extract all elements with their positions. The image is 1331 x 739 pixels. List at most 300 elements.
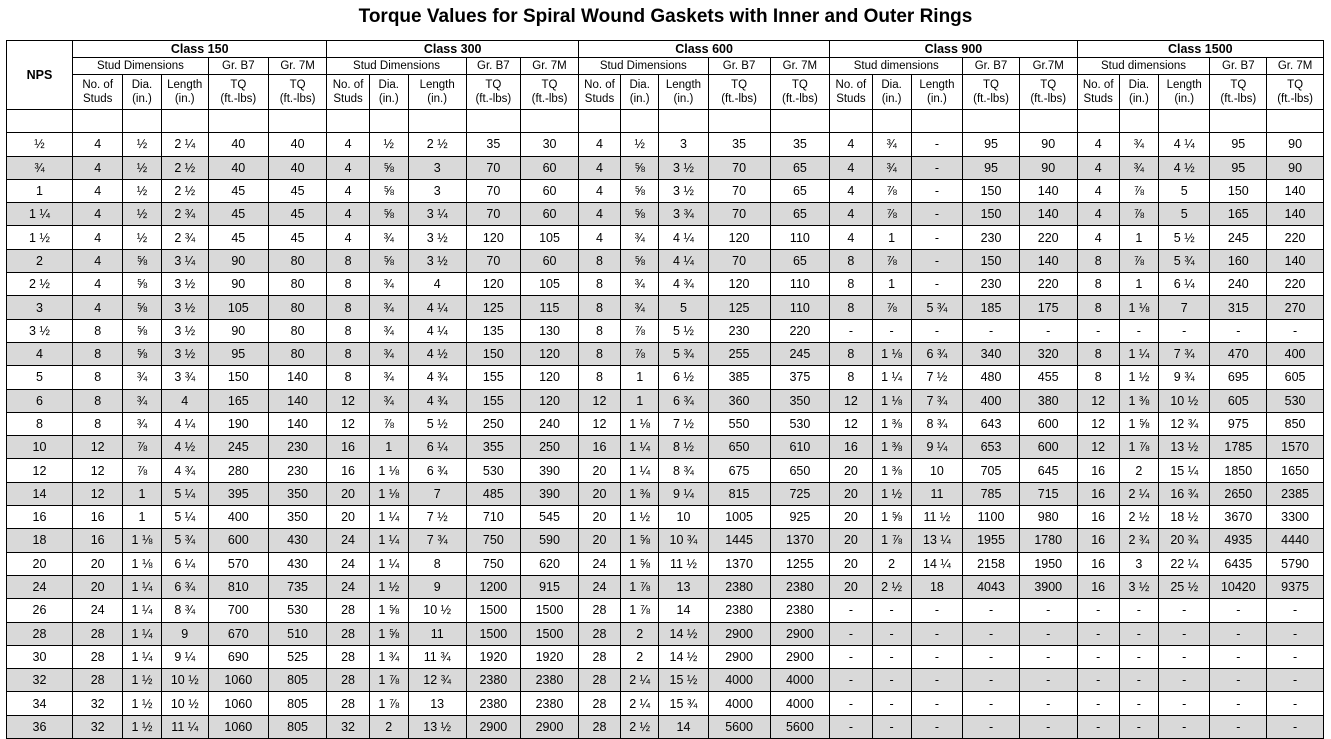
table-cell: 1 [1119,226,1158,249]
table-cell: 6 ¾ [161,575,208,598]
tq-b7-header-line2: (ft.-lbs) [220,93,257,105]
table-cell: 645 [1019,459,1077,482]
gap-cell [911,110,963,133]
table-cell: 3 ½ [161,273,208,296]
table-cell: 530 [268,599,327,622]
length-header-line1: Length [665,79,702,91]
table-cell: 320 [1019,342,1077,365]
header-gap-row [7,110,1324,133]
table-cell: 4 [327,203,369,226]
table-cell: 6 ¼ [161,552,208,575]
table-cell: 120 [466,226,521,249]
studs-header-line2: Studs [584,93,615,105]
table-cell: 395 [208,482,268,505]
table-cell: 9 ¾ [1158,366,1210,389]
table-cell: 130 [521,319,579,342]
nps-cell: 8 [7,412,73,435]
table-cell: - [872,645,911,668]
studs-header [578,75,620,110]
table-cell: 4 [72,179,122,202]
table-cell: 80 [268,273,327,296]
table-cell: ⅝ [123,273,161,296]
table-cell: ⅝ [123,342,161,365]
nps-cell: 1 [7,179,73,202]
table-cell: 28 [72,622,122,645]
table-cell: 610 [770,436,830,459]
table-cell: 1650 [1267,459,1324,482]
table-cell: - [1158,715,1210,738]
table-cell: 16 [1077,459,1119,482]
table-cell: 3 ½ [161,342,208,365]
gap-cell [1210,110,1267,133]
table-cell: 3 ¼ [161,249,208,272]
table-cell: 250 [466,412,521,435]
table-body [7,110,1324,739]
table-cell: 125 [708,296,770,319]
table-cell: 110 [770,273,830,296]
table-cell: 7 ¾ [408,529,466,552]
tq-7m-header-line1: TQ [1040,79,1057,91]
table-cell: 1 ⅜ [872,436,911,459]
table-cell: 120 [521,366,579,389]
table-cell: 32 [72,715,122,738]
table-cell: 1 ½ [123,692,161,715]
table-cell: ¾ [369,296,408,319]
table-cell: 3 [1119,552,1158,575]
table-cell: 600 [1019,412,1077,435]
tq-7m-header-line2: (ft.-lbs) [1277,93,1313,105]
table-cell: 4 ¾ [659,273,708,296]
gap-cell [369,110,408,133]
table-cell: 12 [1077,389,1119,412]
table-cell: 2 ½ [161,179,208,202]
table-cell: 14 [659,715,708,738]
table-cell: 1060 [208,715,268,738]
table-cell: - [1158,669,1210,692]
table-cell: 13 ¼ [911,529,963,552]
table-cell: 8 [327,296,369,319]
table-cell: 12 ¾ [408,669,466,692]
table-row [7,389,1324,412]
table-cell: 28 [72,645,122,668]
gap-cell [72,110,122,133]
table-cell: ¾ [621,226,659,249]
table-cell: - [911,645,963,668]
table-cell: 1500 [466,599,521,622]
table-cell: 11 [911,482,963,505]
table-cell: 60 [521,179,579,202]
table-cell: 3 ½ [408,226,466,249]
table-cell: 28 [578,715,620,738]
table-cell: ½ [621,133,659,156]
table-cell: 9 ¼ [911,436,963,459]
table-cell: 750 [466,529,521,552]
gap-cell [578,110,620,133]
table-cell: 28 [327,669,369,692]
table-cell: 7 ½ [659,412,708,435]
table-row [7,506,1324,529]
table-cell: 375 [770,366,830,389]
table-cell: - [872,319,911,342]
table-cell: 20 [578,459,620,482]
table-cell: 8 ½ [659,436,708,459]
table-cell: 8 [72,342,122,365]
table-cell: 230 [708,319,770,342]
table-cell: ¾ [123,412,161,435]
tq-7m-header-line2: (ft.-lbs) [1030,93,1067,105]
dia-header-line2: (in.) [881,93,902,105]
table-cell: 4 [72,273,122,296]
nps-cell: 30 [7,645,73,668]
table-cell: 1920 [521,645,579,668]
table-cell: 90 [208,273,268,296]
table-cell: 4 ¾ [408,366,466,389]
gap-cell [7,110,73,133]
table-cell: 1 ⅜ [872,412,911,435]
table-cell: 45 [268,179,327,202]
studs-header [327,75,369,110]
table-cell: 6 ¾ [911,342,963,365]
table-cell: 40 [268,133,327,156]
table-cell: 1 ½ [621,506,659,529]
table-cell: 175 [1019,296,1077,319]
table-cell: 8 [72,412,122,435]
table-cell: 8 [327,366,369,389]
table-cell: 140 [1019,203,1077,226]
nps-cell: 24 [7,575,73,598]
table-cell: 245 [208,436,268,459]
tq-b7-header [466,75,521,110]
table-cell: 40 [208,156,268,179]
dia-header [123,75,161,110]
table-cell: 715 [1019,482,1077,505]
studs-header-line2: Studs [333,93,363,105]
studs-header-line1: No. of [1082,79,1114,91]
table-cell: 12 [1077,436,1119,459]
table-cell: 1 ¼ [369,552,408,575]
gap-cell [770,110,830,133]
table-cell: - [1267,319,1324,342]
table-cell: 4 ½ [161,436,208,459]
length-header [408,75,466,110]
table-cell: 470 [1210,342,1267,365]
table-cell: 16 ¾ [1158,482,1210,505]
stud-dimensions-header: Stud dimensions [1077,58,1210,75]
gap-cell [1267,110,1324,133]
table-cell: 45 [208,203,268,226]
table-cell: 6 ¾ [659,389,708,412]
grade-b7-header: Gr. B7 [1210,58,1267,75]
table-cell: ⅞ [872,203,911,226]
table-cell: - [911,622,963,645]
table-cell: - [872,715,911,738]
table-cell: 35 [466,133,521,156]
dia-header-line2: (in.) [132,93,152,105]
table-cell: - [1158,692,1210,715]
table-cell: 605 [1210,389,1267,412]
table-cell: 10 ½ [161,669,208,692]
table-cell: 4 [72,203,122,226]
table-cell: 12 [578,412,620,435]
table-cell: 10 [911,459,963,482]
table-cell: 150 [1210,179,1267,202]
table-cell: 24 [578,552,620,575]
table-cell: - [1019,669,1077,692]
table-cell: 28 [327,622,369,645]
table-cell: 915 [521,575,579,598]
table-cell: 6 ¾ [408,459,466,482]
table-cell: 1 ⅛ [1119,296,1158,319]
table-cell: 6 ¼ [408,436,466,459]
table-cell: - [963,715,1020,738]
table-cell: 3670 [1210,506,1267,529]
table-cell: 6 ½ [659,366,708,389]
table-cell: - [1019,715,1077,738]
table-cell: - [830,599,872,622]
table-cell: 35 [708,133,770,156]
table-row [7,669,1324,692]
table-cell: ⅝ [369,156,408,179]
table-cell: ½ [123,133,161,156]
table-cell: 2 [872,552,911,575]
table-cell: 8 [578,249,620,272]
table-cell: 350 [770,389,830,412]
table-cell: 4 [830,226,872,249]
table-cell: 14 ½ [659,645,708,668]
table-cell: 1 ⅛ [872,389,911,412]
nps-cell: 3 [7,296,73,319]
tq-7m-header [268,75,327,110]
table-cell: - [1077,715,1119,738]
table-cell: 220 [1019,226,1077,249]
table-row [7,482,1324,505]
table-cell: 120 [466,273,521,296]
table-cell: 4000 [770,669,830,692]
table-cell: 9 [408,575,466,598]
table-cell: 65 [770,249,830,272]
table-cell: 70 [708,156,770,179]
studs-header [1077,75,1119,110]
table-cell: 1005 [708,506,770,529]
table-cell: 525 [268,645,327,668]
table-cell: 11 ½ [659,552,708,575]
table-cell: 4 [578,226,620,249]
table-cell: 70 [708,179,770,202]
tq-b7-header [963,75,1020,110]
table-cell: 8 ¾ [161,599,208,622]
table-cell: - [1267,622,1324,645]
table-cell: 1 ⅝ [369,622,408,645]
table-cell: 4000 [770,692,830,715]
table-cell: 360 [708,389,770,412]
table-cell: 20 [72,575,122,598]
table-cell: 1 ⅝ [369,599,408,622]
studs-header-line2: Studs [836,93,866,105]
table-cell: 975 [1210,412,1267,435]
table-cell: 1 ¾ [369,645,408,668]
table-cell: 220 [1267,273,1324,296]
table-cell: 850 [1267,412,1324,435]
table-cell: 40 [268,156,327,179]
table-cell: 670 [208,622,268,645]
table-cell: 12 ¾ [1158,412,1210,435]
table-cell: 8 [72,319,122,342]
table-cell: 590 [521,529,579,552]
table-cell: - [1158,645,1210,668]
tq-7m-header-line1: TQ [1287,79,1304,91]
gap-cell [521,110,579,133]
table-cell: 4 [1077,179,1119,202]
table-cell: 925 [770,506,830,529]
nps-cell: 34 [7,692,73,715]
table-cell: 8 [578,342,620,365]
tq-b7-header-line2: (ft.-lbs) [1220,93,1257,105]
table-cell: 8 [72,366,122,389]
table-cell: 230 [268,459,327,482]
length-header-line1: Length [919,79,955,91]
table-cell: 13 [659,575,708,598]
table-cell: - [963,622,1020,645]
table-cell: 230 [963,226,1020,249]
table-cell: 3 [659,133,708,156]
table-cell: - [1158,622,1210,645]
table-cell: ⅞ [1119,249,1158,272]
table-cell: 2380 [521,669,579,692]
table-cell: 2 ¼ [161,133,208,156]
length-header-line1: Length [167,79,203,91]
table-cell: 32 [327,715,369,738]
table-cell: 20 ¾ [1158,529,1210,552]
table-cell: 1 ⅛ [369,459,408,482]
table-cell: ⅝ [123,249,161,272]
dia-header [1119,75,1158,110]
table-cell: ¾ [1119,133,1158,156]
grade-7m-header: Gr. 7M [770,58,830,75]
table-row [7,575,1324,598]
table-cell: 5 ¾ [911,296,963,319]
table-cell: 4 [72,296,122,319]
table-cell: 530 [466,459,521,482]
table-cell: 2380 [708,575,770,598]
table-cell: 16 [72,506,122,529]
table-cell: 4 ¼ [161,412,208,435]
table-cell: 95 [1210,133,1267,156]
table-cell: 4 [327,179,369,202]
table-row [7,156,1324,179]
table-row [7,179,1324,202]
table-cell: 12 [72,459,122,482]
table-cell: 1 ⅜ [1119,389,1158,412]
table-cell: 810 [208,575,268,598]
table-cell: 340 [963,342,1020,365]
table-cell: 2 ¾ [161,203,208,226]
table-cell: 1 ¼ [123,645,161,668]
studs-header-line2: Studs [1083,93,1113,105]
table-cell: 65 [770,179,830,202]
table-cell: 8 [1077,366,1119,389]
table-cell: 13 ½ [408,715,466,738]
table-cell: - [830,319,872,342]
table-cell: 3 ½ [1119,575,1158,598]
table-cell: - [911,179,963,202]
table-cell: 3 [408,156,466,179]
table-cell: - [1019,692,1077,715]
table-cell: 480 [963,366,1020,389]
table-cell: 65 [770,203,830,226]
table-cell: 13 ½ [1158,436,1210,459]
table-cell: 1 ¼ [123,575,161,598]
studs-header-line1: No. of [835,79,867,91]
table-cell: ½ [123,203,161,226]
table-cell: - [1210,715,1267,738]
table-cell: ¾ [369,389,408,412]
table-cell: 10 ¾ [659,529,708,552]
table-cell: 5 ½ [408,412,466,435]
table-cell: - [1077,622,1119,645]
nps-cell: ¾ [7,156,73,179]
table-cell: - [1119,669,1158,692]
table-cell: 1060 [208,669,268,692]
table-cell: - [1210,319,1267,342]
table-cell: 1850 [1210,459,1267,482]
table-cell: - [1019,319,1077,342]
table-cell: ¾ [1119,156,1158,179]
table-cell: 1 ¼ [123,599,161,622]
gap-cell [1119,110,1158,133]
page-title: Torque Values for Spiral Wound Gaskets with Inner and Outer Rings [358,6,973,27]
table-cell: 2 ¼ [621,669,659,692]
class-header: Class 150 [72,41,327,58]
table-cell: 385 [708,366,770,389]
table-cell: 12 [327,412,369,435]
table-cell: ⅞ [872,249,911,272]
grade-b7-header: Gr. B7 [963,58,1020,75]
table-row [7,366,1324,389]
nps-cell: 32 [7,669,73,692]
grade-7m-header: Gr. 7M [268,58,327,75]
table-cell: 230 [268,436,327,459]
table-cell: 15 ¾ [659,692,708,715]
table-cell: 805 [268,669,327,692]
table-row [7,692,1324,715]
grade-7m-header: Gr. 7M [1267,58,1324,75]
stud-dimensions-header: Stud Dimensions [578,58,708,75]
table-cell: 4 [578,156,620,179]
table-cell: - [1210,622,1267,645]
table-cell: 5 ¾ [161,529,208,552]
table-cell: 3 ½ [659,179,708,202]
class-header: Class 1500 [1077,41,1323,58]
table-cell: ⅞ [123,436,161,459]
table-cell: 1570 [1267,436,1324,459]
table-cell: 5 ½ [1158,226,1210,249]
table-cell: 11 ¾ [408,645,466,668]
table-row [7,412,1324,435]
table-row [7,133,1324,156]
table-cell: 3 ¼ [408,203,466,226]
table-cell: 2 ½ [872,575,911,598]
table-cell: 620 [521,552,579,575]
nps-header: NPS [7,41,73,110]
table-cell: ¾ [872,156,911,179]
table-cell: 10 [659,506,708,529]
length-header-line1: Length [1166,79,1202,91]
table-cell: 12 [830,389,872,412]
nps-cell: 26 [7,599,73,622]
table-cell: 4 [72,226,122,249]
table-cell: 400 [963,389,1020,412]
table-cell: ⅝ [621,203,659,226]
